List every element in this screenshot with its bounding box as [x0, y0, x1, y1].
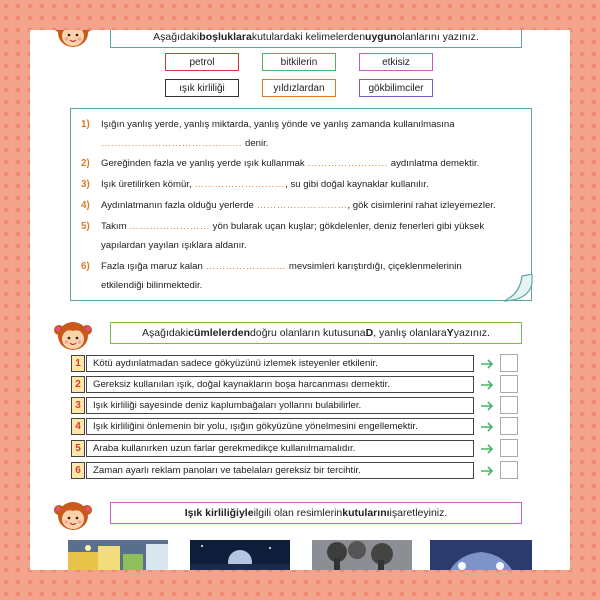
girl-mascot-icon — [52, 319, 94, 353]
answer-blank[interactable]: …………………… — [129, 221, 211, 232]
word-box: yıldızlardan — [262, 79, 336, 97]
section1-instruction: Aşağıdaki boşluklara kutulardaki kelimelerden uygun olanlarını yazınız. — [110, 30, 522, 48]
answer-blank[interactable]: ……………………… — [194, 179, 286, 190]
question-number: 2) — [81, 158, 90, 169]
answer-blank[interactable]: …………………… — [307, 158, 389, 169]
question-number: 4) — [81, 200, 90, 211]
arrow-right-icon — [480, 421, 494, 433]
night-street-photo[interactable] — [190, 540, 290, 570]
question-number: 5) — [81, 221, 90, 232]
page-curl-icon — [498, 274, 534, 304]
statement-row: Araba kullanırken uzun farlar gerekmedikçe kullanılmamalıdır. — [86, 440, 474, 457]
arrow-right-icon — [480, 358, 494, 370]
question-number: 6) — [81, 261, 90, 272]
statement-row: Işık kirliliğini önlemenin bir yolu, ışığın gökyüzüne yönelmesini engellemektir. — [86, 418, 474, 435]
statement-row: Işık kirliliği sayesinde deniz kaplumbağaları yollarını bulabilirler. — [86, 397, 474, 414]
answer-box[interactable] — [500, 375, 518, 393]
factory-smoke-photo[interactable] — [312, 540, 412, 570]
question-number: 3) — [81, 179, 90, 190]
word-box: ışık kirliliği — [165, 79, 239, 97]
car-headlights-photo[interactable] — [430, 540, 532, 570]
answer-box[interactable] — [500, 461, 518, 479]
word-box: etkisiz — [359, 53, 433, 71]
section3-instruction: Işık kirliliğiyle ilgili olan resimlerin kutularını işaretleyiniz. — [110, 502, 522, 524]
arrow-right-icon — [480, 400, 494, 412]
statement-number: 2 — [71, 376, 85, 393]
worksheet — [30, 30, 570, 570]
girl-mascot-icon — [52, 30, 94, 50]
city-lights-photo[interactable] — [68, 540, 168, 570]
statement-row: Kötü aydınlatmadan sadece gökyüzünü izlemek isteyenler etkilenir. — [86, 355, 474, 372]
fill-in-blanks-box — [70, 108, 532, 301]
statement-row: Zaman ayarlı reklam panoları ve tabelaları gereksiz bir tercihtir. — [86, 462, 474, 479]
arrow-right-icon — [480, 443, 494, 455]
statement-row: Gereksiz kullanılan ışık, doğal kaynakların boşa harcanması demektir. — [86, 376, 474, 393]
question-text: Aydınlatmanın fazla olduğu yerlerde ………………………, gök cisimlerini rahat izleyemezler. — [101, 200, 496, 211]
question-number: 1) — [81, 119, 90, 130]
question-text: Gereğinden fazla ve yanlış yerde ışık kullanmak …………………… aydınlatma demektir. — [101, 158, 480, 169]
statement-number: 1 — [71, 355, 85, 372]
question-text-continued: yapılardan yayılan ışıklara aldanır. — [101, 240, 247, 251]
answer-blank[interactable]: ……………………… — [256, 200, 348, 211]
statement-number: 5 — [71, 440, 85, 457]
answer-box[interactable] — [500, 439, 518, 457]
section2-instruction: Aşağıdaki cümlelerden doğru olanların kutusuna D , yanlış olanlara Y yazınız. — [110, 322, 522, 344]
answer-blank[interactable]: …………………… — [205, 261, 287, 272]
question-text-continued: …………………………………… denir. — [101, 138, 269, 149]
answer-box[interactable] — [500, 417, 518, 435]
question-text: Işığın yanlış yerde, yanlış miktarda, yanlış yönde ve yanlış zamanda kullanılmasına — [101, 119, 455, 130]
word-box: petrol — [165, 53, 239, 71]
question-text: Takım …………………… yön bularak uçan kuşlar; gökdelenler, deniz fenerleri gibi yüksek — [101, 221, 485, 232]
answer-box[interactable] — [500, 396, 518, 414]
word-box: gökbilimciler — [359, 79, 433, 97]
question-text-continued: etkilendiği bilinmektedir. — [101, 280, 203, 291]
answer-blank[interactable]: …………………………………… — [101, 138, 243, 149]
arrow-right-icon — [480, 465, 494, 477]
question-text: Fazla ışığa maruz kalan …………………… mevsimleri karıştırdığı, çiçeklenmelerinin — [101, 261, 462, 272]
question-text: Işık üretilirken kömür, ………………………, su gibi doğal kaynaklar kullanılır. — [101, 179, 429, 190]
answer-box[interactable] — [500, 354, 518, 372]
statement-number: 4 — [71, 418, 85, 435]
statement-number: 6 — [71, 462, 85, 479]
arrow-right-icon — [480, 379, 494, 391]
word-box: bitkilerin — [262, 53, 336, 71]
statement-number: 3 — [71, 397, 85, 414]
girl-mascot-icon — [52, 499, 94, 533]
